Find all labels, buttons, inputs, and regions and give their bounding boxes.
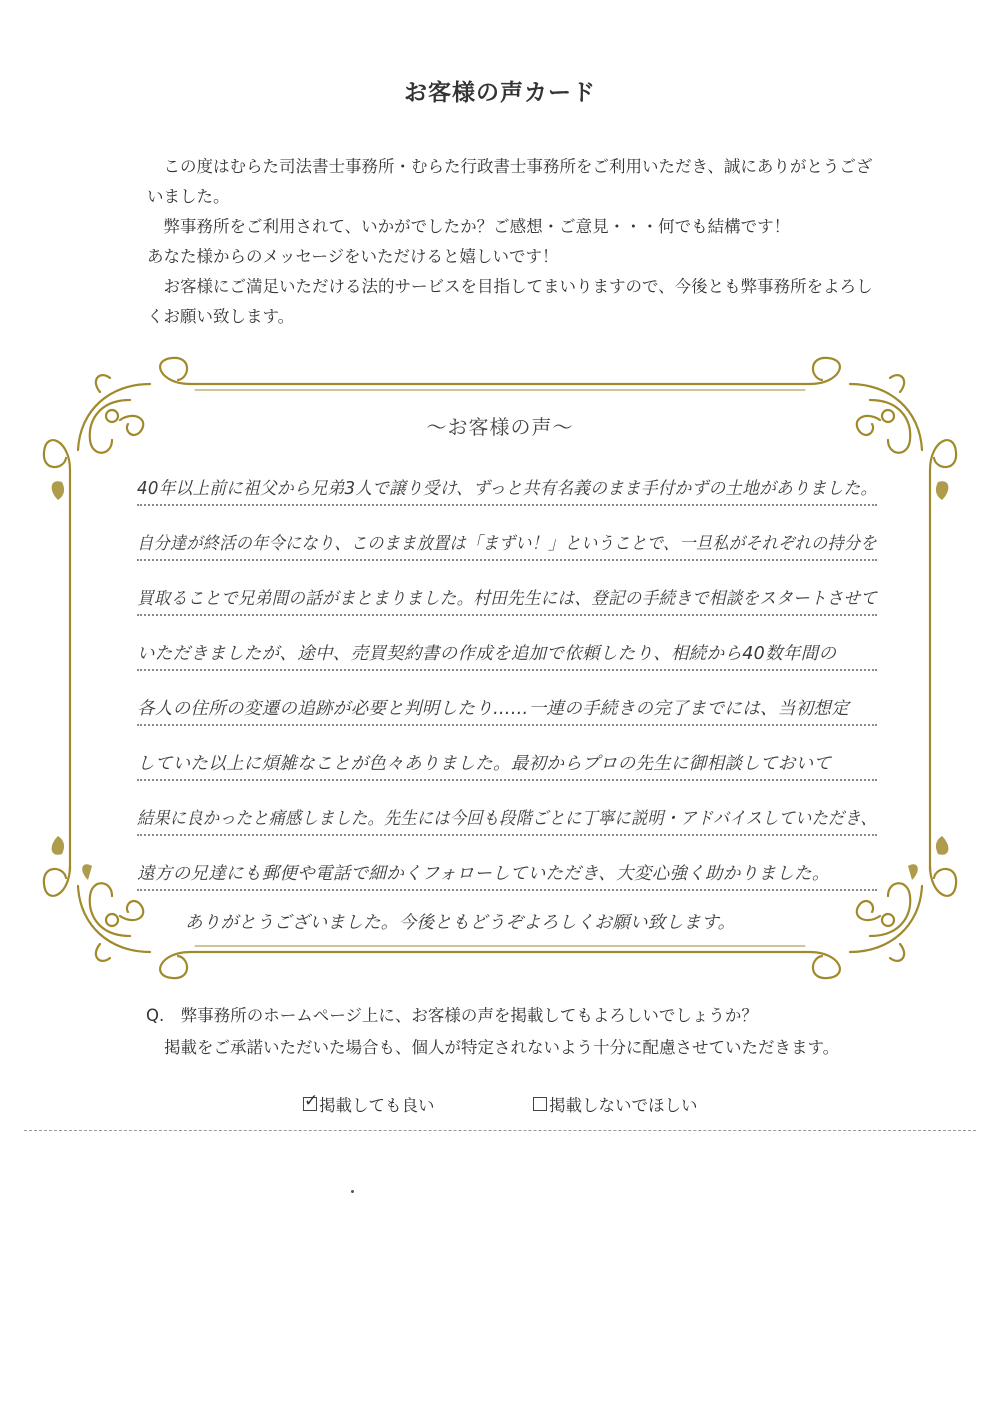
intro-paragraph-3: あなた様からのメッセージをいただけると嬉しいです！ xyxy=(147,247,559,266)
handwritten-line xyxy=(137,733,877,781)
handwritten-text: 各人の住所の変遷の追跡が必要と判明したり……一連の手続きの完了までには、当初想定 xyxy=(137,699,849,719)
handwritten-text: 結果に良かったと痛感しました。先生には今回も段階ごとに丁寧に説明・アドバイスしていただき、 xyxy=(137,809,877,829)
handwritten-text: 40年以上前に祖父から兄弟3人で譲り受け、ずっと共有名義のまま手付かずの土地がありました。 xyxy=(137,479,878,499)
handwritten-line xyxy=(137,788,877,836)
handwritten-line xyxy=(137,623,877,671)
handwritten-line xyxy=(137,892,877,938)
scan-speck xyxy=(351,1190,354,1193)
publication-question xyxy=(146,1000,906,1064)
question-line-2: 掲載をご承諾いただいた場合も、個人が特定されないよう十分に配慮させていただきます。 xyxy=(164,1038,840,1057)
handwritten-text: 遠方の兄達にも郵便や電話で細かくフォローしていただき、大変心強く助かりました。 xyxy=(137,864,830,884)
consent-no-label: 掲載しないでほしい xyxy=(549,1096,698,1115)
intro-text xyxy=(147,152,887,332)
handwritten-line xyxy=(137,458,877,506)
question-line-1: Q. 弊事務所のホームページ上に、お客様の声を掲載してもよろしいでしょうか？ xyxy=(146,1006,758,1025)
intro-paragraph-4: お客様にご満足いただける法的サービスを目指してまいりますので、今後とも弊事務所をよろしくお願い致します。 xyxy=(147,277,873,326)
intro-paragraph-1: この度はむらた司法書士事務所・むらた行政書士事務所をご利用いただき、誠にありがとうございました。 xyxy=(147,157,873,206)
cut-line-divider xyxy=(24,1130,976,1131)
handwritten-text: していた以上に煩雑なことが色々ありました。最初からプロの先生に御相談しておいて xyxy=(137,754,832,774)
handwritten-text: ありがとうございました。今後ともどうぞよろしくお願い致します。 xyxy=(185,913,736,933)
consent-yes-checkbox[interactable] xyxy=(303,1091,319,1111)
consent-yes-option[interactable] xyxy=(303,1092,435,1116)
handwritten-line xyxy=(137,513,877,561)
card-title: お客様の声カード xyxy=(404,80,596,106)
check-icon: ✓ xyxy=(304,1091,319,1111)
handwritten-line xyxy=(137,843,877,891)
frame-title: ～お客様の声～ xyxy=(426,415,574,439)
intro-paragraph-2: 弊事務所をご利用されて、いかがでしたか？ご感想・ご意見・・・何でも結構です！ xyxy=(163,217,791,236)
handwritten-text: 自分達が終活の年令になり、このまま放置は「まずい！」ということで、一旦私がそれぞれの持分を xyxy=(137,534,877,554)
handwritten-text: いただきましたが、途中、売買契約書の作成を追加で依頼したり、相続から40数年間の xyxy=(137,644,837,664)
consent-no-option[interactable] xyxy=(533,1092,698,1116)
consent-no-checkbox[interactable] xyxy=(533,1097,547,1111)
handwritten-line xyxy=(137,678,877,726)
consent-yes-label: 掲載しても良い xyxy=(319,1096,435,1115)
handwritten-line xyxy=(137,568,877,616)
handwritten-text: 買取ることで兄弟間の話がまとまりました。村田先生には、登記の手続きで相談をスタートさせて xyxy=(137,589,878,609)
